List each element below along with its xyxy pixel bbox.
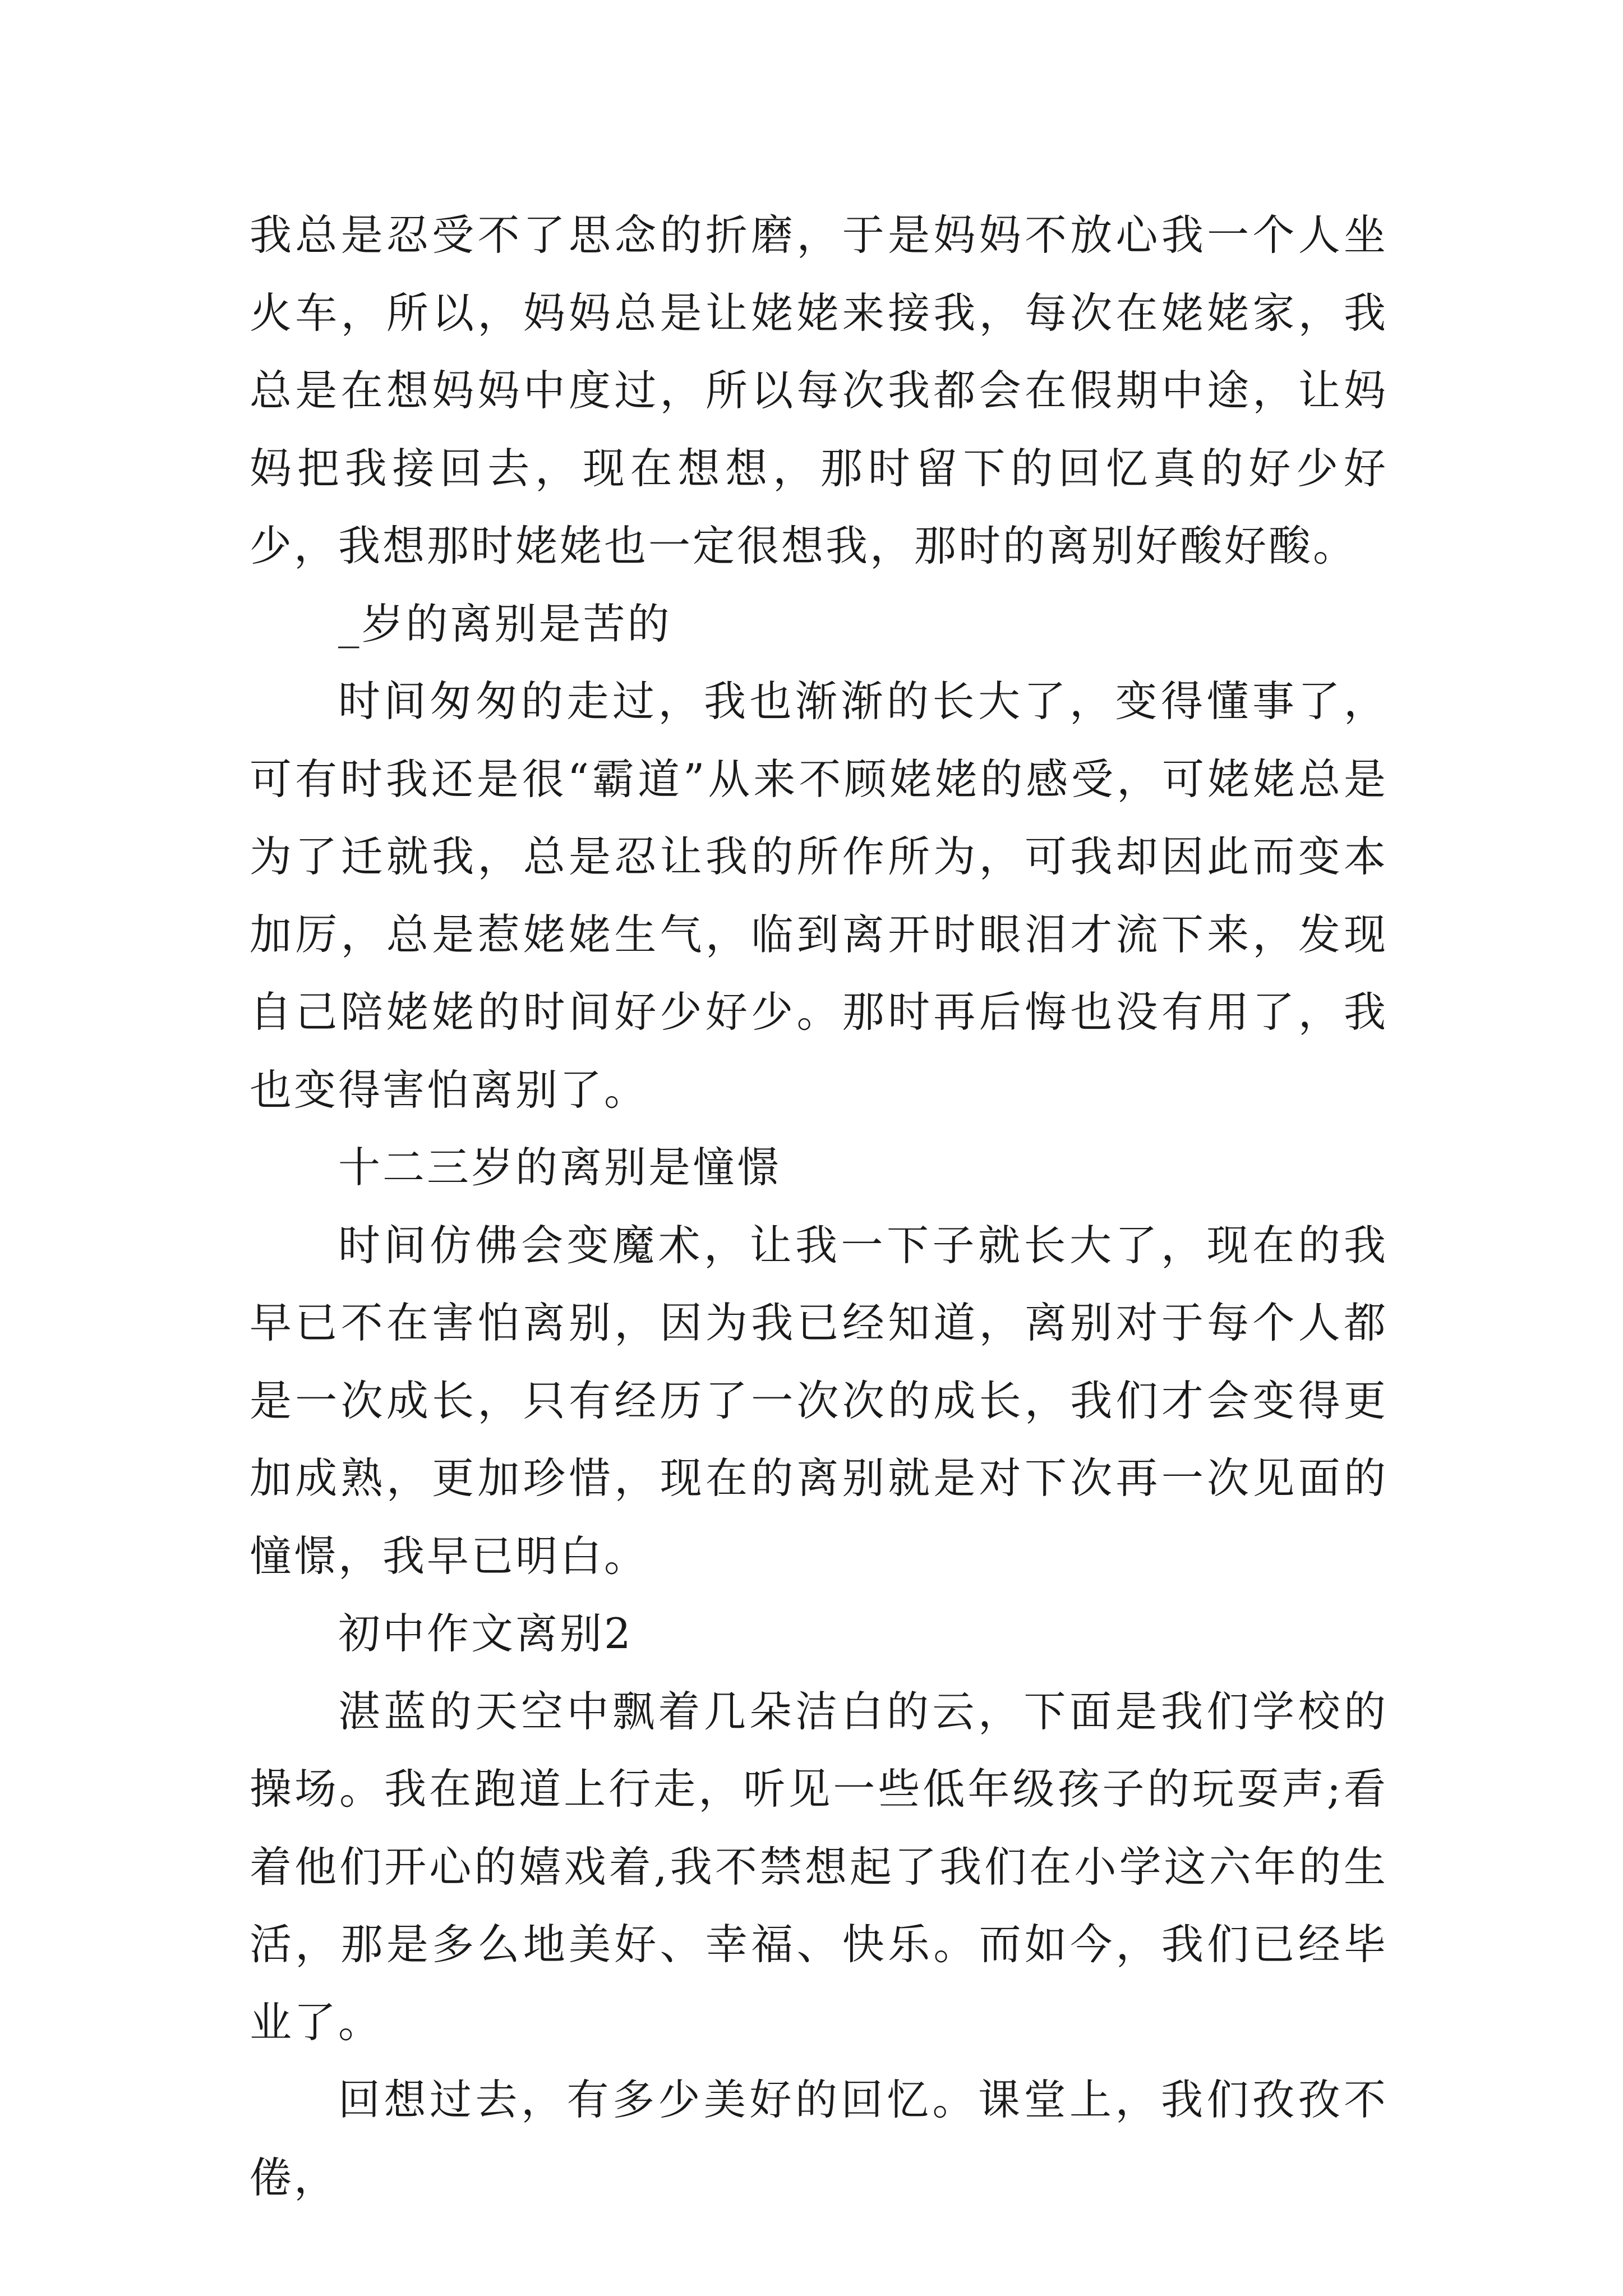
section-heading-bitter: _岁的离别是苦的 — [338, 599, 672, 648]
paragraph-3: 时间仿佛会变魔术，让我一下子就长大了，现在的我早已不在害怕离别，因为我已经知道，离别对于每个人都是一次成长，只有经历了一次次的成长，我们才会变得更加成熟，更加珍惜，现在的离别就是对下次再一次见面的憧憬，我早已明白。 — [250, 1220, 1388, 1581]
paragraph-5: 回想过去，有多少美好的回忆。课堂上，我们孜孜不倦， — [250, 2075, 1388, 2202]
paragraph-2: 时间匆匆的走过，我也渐渐的长大了，变得懂事了，可有时我还是很“霸道”从来不顾姥姥的感受，可姥姥总是为了迁就我，总是忍让我的所作所为，可我却因此而变本加厉，总是惹姥姥生气，临到离开时眼泪才流下来，发现自己陪姥姥的时间好少好少。那时再后悔也没有用了，我也变得害怕离别了。 — [250, 677, 1388, 1115]
essay-title-2: 初中作文离别2 — [338, 1609, 633, 1658]
paragraph-4: 湛蓝的天空中飘着几朵洁白的云，下面是我们学校的操场。我在跑道上行走，听见一些低年级孩子的玩耍声;看着他们开心的嬉戏着,我不禁想起了我们在小学这六年的生活，那是多么地美好、幸福、快乐。而如今，我们已经毕业了。 — [250, 1686, 1388, 2047]
paragraph-1: 我总是忍受不了思念的折磨，于是妈妈不放心我一个人坐火车，所以，妈妈总是让姥姥来接我，每次在姥姥家，我总是在想妈妈中度过，所以每次我都会在假期中途，让妈妈把我接回去，现在想想，那时留下的回忆真的好少好少，我想那时姥姥也一定很想我，那时的离别好酸好酸。 — [250, 210, 1388, 570]
essay-body — [250, 196, 1388, 2216]
section-heading-longing: 十二三岁的离别是憧憬 — [338, 1143, 782, 1192]
